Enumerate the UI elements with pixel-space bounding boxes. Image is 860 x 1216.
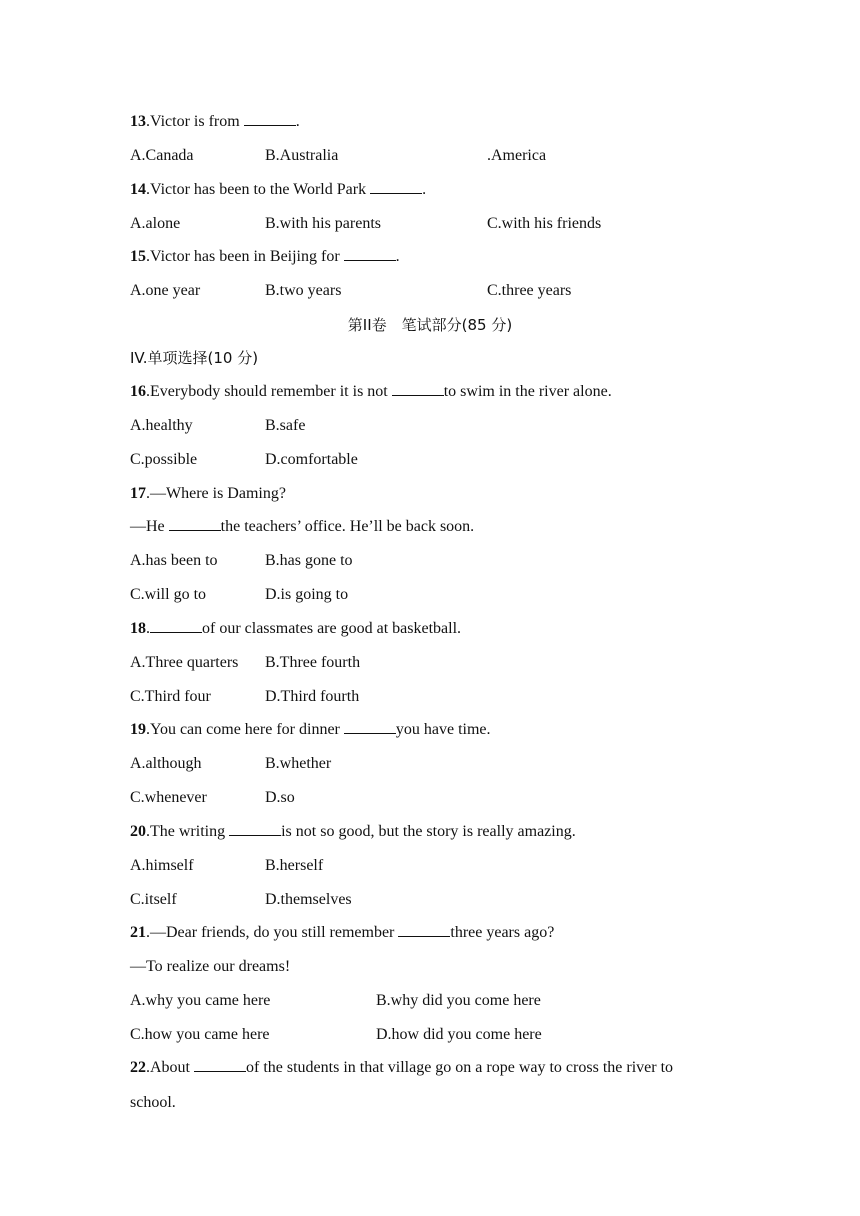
answer-blank[interactable]	[169, 518, 221, 531]
question-text: .Everybody should remember it is not	[146, 383, 392, 400]
question-number: 14	[130, 181, 146, 198]
question-number: 16	[130, 383, 146, 400]
option-c[interactable]: C.three years	[487, 282, 572, 299]
option-d[interactable]: D.themselves	[265, 891, 352, 908]
question-text-end: to swim in the river alone.	[443, 383, 612, 400]
answer-blank[interactable]	[344, 721, 396, 734]
question-13	[130, 112, 300, 132]
option-c[interactable]: C.will go to	[130, 586, 207, 603]
option-b[interactable]: B.whether	[265, 755, 332, 772]
option-a[interactable]: A.although	[130, 755, 202, 772]
question-text: .	[146, 620, 150, 637]
question-text-end: .	[422, 181, 427, 198]
question-number: 18	[130, 620, 146, 637]
option-b[interactable]: B.with his parents	[265, 215, 381, 232]
option-c[interactable]: C.Third four	[130, 688, 211, 705]
question-text: .—Dear friends, do you still remember	[146, 924, 399, 941]
question-text-end: is not so good, but the story is really amazing.	[281, 823, 576, 840]
question-15	[130, 247, 400, 267]
option-c[interactable]: C.with his friends	[487, 215, 602, 232]
answer-blank[interactable]	[392, 383, 444, 396]
question-22	[130, 1058, 673, 1078]
question-number: 21	[130, 924, 146, 941]
question-text-end: .	[395, 248, 400, 265]
option-b[interactable]: B.why did you come here	[376, 992, 541, 1009]
option-d[interactable]: D.Third fourth	[265, 688, 360, 705]
question-number: 22	[130, 1059, 146, 1076]
option-c[interactable]: C.whenever	[130, 789, 207, 806]
option-a[interactable]: A.has been to	[130, 552, 218, 569]
option-a[interactable]: A.Three quarters	[130, 654, 239, 671]
question-17-reply	[130, 517, 474, 537]
question-17	[130, 484, 286, 504]
option-a[interactable]: A.Canada	[130, 147, 194, 164]
option-d[interactable]: D.how did you come here	[376, 1026, 542, 1043]
question-number: 15	[130, 248, 146, 265]
option-a[interactable]: A.one year	[130, 282, 201, 299]
question-text: .You can come here for dinner	[146, 721, 344, 738]
answer-blank[interactable]	[244, 113, 296, 126]
question-text-end: of our classmates are good at basketball.	[202, 620, 462, 637]
reply-text: —He	[130, 518, 169, 535]
question-number: 20	[130, 823, 146, 840]
answer-blank[interactable]	[370, 181, 422, 194]
answer-blank[interactable]	[150, 620, 202, 633]
option-c[interactable]: C.itself	[130, 891, 177, 908]
option-d[interactable]: D.is going to	[265, 586, 349, 603]
question-21-reply: —To realize our dreams!	[130, 958, 291, 975]
reply-text-end: the teachers’ office. He’ll be back soon.	[220, 518, 475, 535]
option-b[interactable]: B.herself	[265, 857, 324, 874]
option-b[interactable]: B.has gone to	[265, 552, 353, 569]
question-18	[130, 619, 461, 639]
option-c[interactable]: C.how you came here	[130, 1026, 270, 1043]
option-d[interactable]: D.so	[265, 789, 295, 806]
question-number: 17	[130, 485, 146, 502]
question-number: 19	[130, 721, 146, 738]
question-text: .Victor is from	[146, 113, 244, 130]
answer-blank[interactable]	[194, 1059, 246, 1072]
option-c[interactable]: .America	[487, 147, 547, 164]
option-a[interactable]: A.himself	[130, 857, 194, 874]
question-number: 13	[130, 113, 146, 130]
option-b[interactable]: B.safe	[265, 417, 306, 434]
question-22-continued: school.	[130, 1094, 176, 1111]
answer-blank[interactable]	[398, 924, 450, 937]
question-14	[130, 180, 426, 200]
answer-blank[interactable]	[344, 248, 396, 261]
question-19	[130, 720, 491, 740]
option-a[interactable]: A.why you came here	[130, 992, 271, 1009]
option-c[interactable]: C.possible	[130, 451, 198, 468]
question-text: .About	[146, 1059, 194, 1076]
part-title: IV.单项选择(10 分)	[130, 349, 259, 367]
question-text: .The writing	[146, 823, 230, 840]
question-20	[130, 822, 576, 842]
option-a[interactable]: A.alone	[130, 215, 181, 232]
question-text-end: .	[295, 113, 300, 130]
section-title: 第II卷 笔试部分(85 分)	[347, 316, 513, 334]
option-a[interactable]: A.healthy	[130, 417, 193, 434]
option-d[interactable]: D.comfortable	[265, 451, 358, 468]
question-text: .—Where is Daming?	[146, 485, 286, 502]
question-text-end: you have time.	[395, 721, 491, 738]
question-21	[130, 923, 554, 943]
option-b[interactable]: B.Three fourth	[265, 654, 361, 671]
option-b[interactable]: B.Australia	[265, 147, 339, 164]
question-text-end: three years ago?	[450, 924, 555, 941]
question-text-end: of the students in that village go on a rope way to cross the river to	[246, 1059, 674, 1076]
option-b[interactable]: B.two years	[265, 282, 342, 299]
question-text: .Victor has been to the World Park	[146, 181, 371, 198]
question-text: .Victor has been in Beijing for	[146, 248, 344, 265]
question-16	[130, 382, 612, 402]
answer-blank[interactable]	[229, 823, 281, 836]
